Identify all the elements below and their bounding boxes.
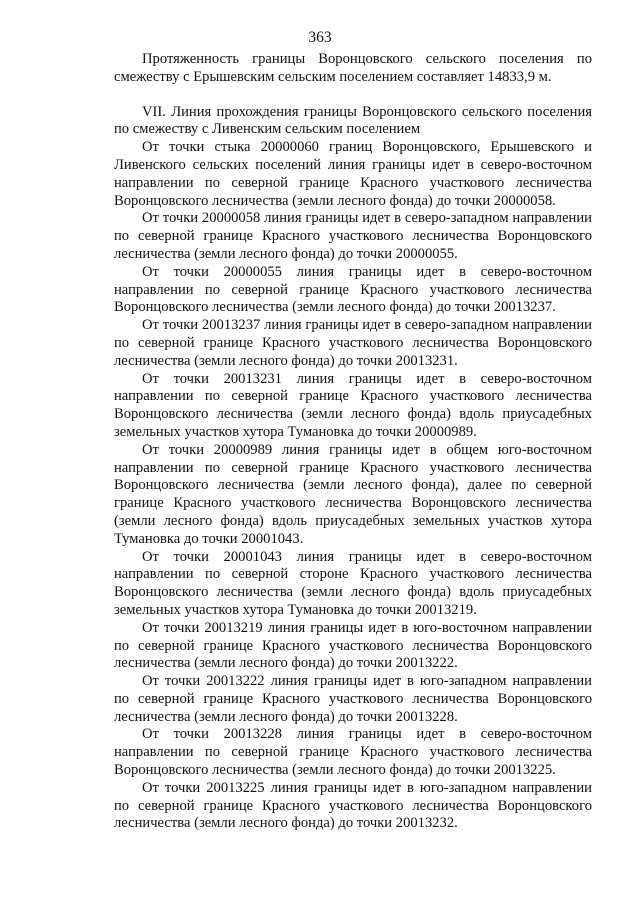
body-paragraph: От точки 20013222 линия границы идет в юго-западном направлении по северной границе Красного участкового лесничества Воронцовского лесничества (земли лесного фонда) до точки 20013228. — [114, 673, 592, 725]
body-paragraph: От точки 20000058 линия границы идет в северо-западном направлении по северной границе Красного участкового лесничества Воронцовского лесничества (земли лесного фонда) до точки 20000055. — [114, 210, 592, 262]
section-heading: VII. Линия прохождения границы Воронцовского сельского поселения по смежеству с Ливенским сельским поселением — [114, 103, 592, 138]
body-paragraph: От точки стыка 20000060 границ Воронцовского, Ерышевского и Ливенского сельских поселений линия границы идет в северо-восточном направлении по северной границе Красного участкового лесничества Воронцовского лесничества (земли лесного фонда) до точки 20000058. — [114, 139, 592, 209]
body-paragraph: От точки 20013237 линия границы идет в северо-западном направлении по северной границе Красного участкового лесничества Воронцовского лесничества (земли лесного фонда) до точки 20013231. — [114, 317, 592, 369]
body-paragraph: От точки 20013219 линия границы идет в юго-восточном направлении по северной границе Красного участкового лесничества Воронцовского лесничества (земли лесного фонда) до точки 20013222. — [114, 619, 592, 672]
body-paragraph: От точки 20013231 линия границы идет в северо-восточном направлении по северной границе Красного участкового лесничества Воронцовского лесничества (земли лесного фонда) вдоль приусадебных земельных участков хутора Тумановка до точки 20000989. — [114, 370, 592, 440]
body-paragraph: От точки 20000989 линия границы идет в общем юго-восточном направлении по северной границе Красного участкового лесничества Воронцовского лесничества (земли лесного фонда), далее по северной границе Красного участкового лесничества Воронцовского лесничества (земли лесного фонда) вдоль приусадебных земельных участков хутора Тумановка до точки 20001043. — [114, 441, 592, 547]
body-paragraph: От точки 20013225 линия границы идет в юго-западном направлении по северной границе Красного участкового лесничества Воронцовского лесничества (земли лесного фонда) до точки 20013232. — [114, 779, 592, 832]
intro-paragraph: Протяженность границы Воронцовского сельского поселения по смежеству с Ерышевским сельским поселением составляет 14833,9 м. — [114, 51, 592, 85]
body-paragraph: От точки 20013228 линия границы идет в северо-восточном направлении по северной границе Красного участкового лесничества Воронцовского лесничества (земли лесного фонда) до точки 20013225. — [114, 726, 592, 779]
body-paragraph: От точки 20000055 линия границы идет в северо-восточном направлении по северной границе Красного участкового лесничества Воронцовского лесничества (земли лесного фонда) до точки 20013237. — [114, 263, 592, 316]
section-gap — [114, 87, 592, 104]
body-paragraph: От точки 20001043 линия границы идет в северо-восточном направлении по северной стороне Красного участкового лесничества Воронцовского лесничества (земли лесного фонда) вдоль приусадебных земельных участков хутора Тумановка до точки 20013219. — [114, 548, 592, 618]
document-body — [114, 51, 592, 833]
page-number: 363 — [308, 29, 332, 46]
